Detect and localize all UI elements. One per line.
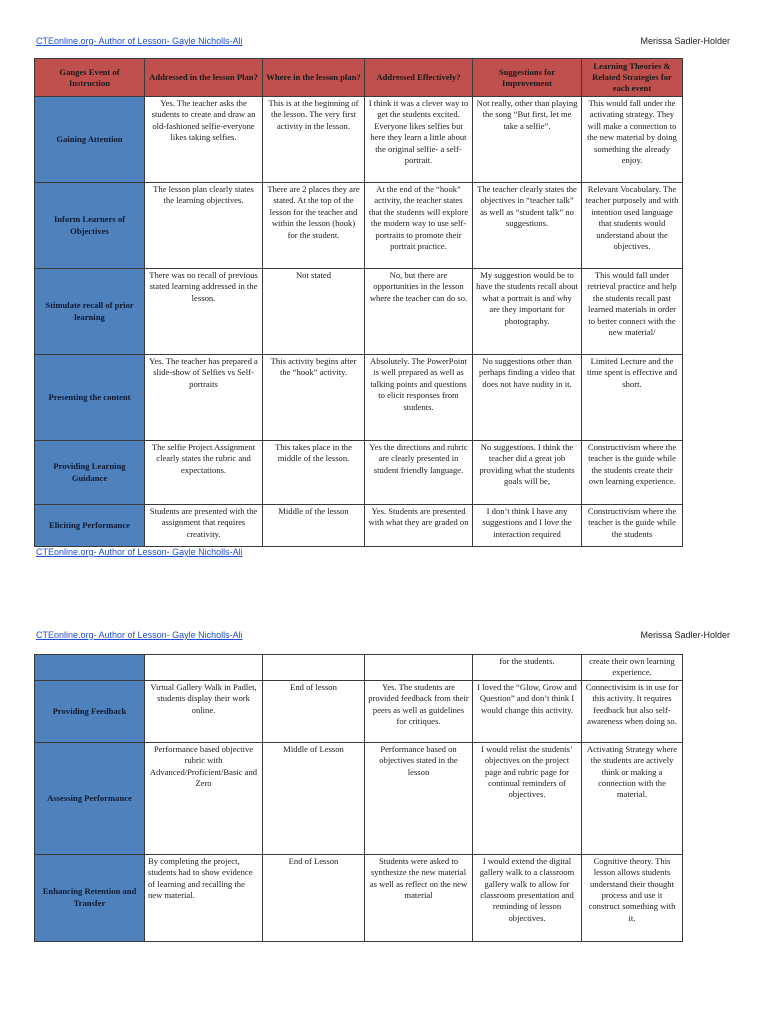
table-cell: Yes. The students are provided feedback from their peers as well as guidelines for critiques. xyxy=(365,680,473,742)
table-cell: Connectivisim is in use for this activity. It requires feedback but also self-awareness when doing so. xyxy=(582,680,683,742)
table-cell: Yes. The teacher has prepared a slide-show of Selfies vs Self-portraits xyxy=(145,355,263,441)
table-cell: The selfie Project Assignment clearly states the rubric and expectations. xyxy=(145,441,263,505)
table-cell: End of Lesson xyxy=(263,854,365,941)
table-cell: Yes. Students are presented with what they are graded on xyxy=(365,505,473,547)
table-cell: The lesson plan clearly states the learning objectives. xyxy=(145,183,263,269)
column-header: Learning Theories & Related Strategies for each event xyxy=(582,59,683,97)
event-label: Eliciting Performance xyxy=(35,505,145,547)
table-cell: There are 2 places they are stated. At the top of the lesson for the teacher and within the lesson (hook) for the student. xyxy=(263,183,365,269)
table-cell: Constructivism where the teacher is the guide while the students xyxy=(582,505,683,547)
table-row xyxy=(35,183,683,269)
author-name: Merissa Sadler-Holder xyxy=(640,36,730,46)
event-label: Providing Feedback xyxy=(35,680,145,742)
column-header: Suggestions for Improvement xyxy=(473,59,582,97)
table-row xyxy=(35,269,683,355)
table-cell: Limited Lecture and the time spent is effective and short. xyxy=(582,355,683,441)
table-cell: Students were asked to synthesize the new material as well as reflect on the new material xyxy=(365,854,473,941)
event-label: Inform Learners of Objectives xyxy=(35,183,145,269)
table-row xyxy=(35,854,683,941)
author-name: Merissa Sadler-Holder xyxy=(640,630,730,640)
table-cell: No, but there are opportunities in the lesson where the teacher can do so. xyxy=(365,269,473,355)
table-cell: Virtual Gallery Walk in Padlet, students display their work online. xyxy=(145,680,263,742)
table-row xyxy=(35,655,683,681)
table-cell: Relevant Vocabulary. The teacher purposely and with intention used language that students would understand about the objectives. xyxy=(582,183,683,269)
event-label: Enhancing Retention and Transfer xyxy=(35,854,145,941)
author-link[interactable]: CTEonline.org- Author of Lesson- Gayle Nicholls-Ali xyxy=(36,36,243,46)
author-link[interactable]: CTEonline.org- Author of Lesson- Gayle Nicholls-Ali xyxy=(36,630,243,640)
table-row xyxy=(35,441,683,505)
table-cell: Not stated xyxy=(263,269,365,355)
instruction-events-table xyxy=(34,58,683,547)
event-label: Providing Learning Guidance xyxy=(35,441,145,505)
event-label: Gaining Attention xyxy=(35,97,145,183)
event-label: Presenting the content xyxy=(35,355,145,441)
column-header: Addressed in the lesson Plan? xyxy=(145,59,263,97)
table-cell: create their own learning experience. xyxy=(582,655,683,681)
event-label: Stimulate recall of prior learning xyxy=(35,269,145,355)
table-cell: Middle of the lesson xyxy=(263,505,365,547)
table-cell: Yes. The teacher asks the students to create and draw an old-fashioned selfie-everyone likes taking selfies. xyxy=(145,97,263,183)
table-cell: for the students. xyxy=(473,655,582,681)
table-cell: No suggestions. I think the teacher did a great job providing what the students goals will be, xyxy=(473,441,582,505)
table-cell xyxy=(263,655,365,681)
column-header: Where in the lesson plan? xyxy=(263,59,365,97)
table-cell: The teacher clearly states the objectives in “teacher talk” as well as “student talk” no suggestions. xyxy=(473,183,582,269)
table-cell: I loved the “Glow, Grow and Question” and don’t think I would change this activity. xyxy=(473,680,582,742)
table-cell: This takes place in the middle of the lesson. xyxy=(263,441,365,505)
table-header-row xyxy=(35,59,683,97)
table-cell: By completing the project, students had to show evidence of learning and recalling the new material. xyxy=(145,854,263,941)
table-cell: Students are presented with the assignment that requires creativity. xyxy=(145,505,263,547)
table-cell: This activity begins after the “hook” activity. xyxy=(263,355,365,441)
table-cell: Cognitive theory. This lesson allows students understand their thought process and use it construct something with it. xyxy=(582,854,683,941)
instruction-events-table-continued xyxy=(34,654,683,942)
table-cell xyxy=(365,655,473,681)
table-cell: Absolutely. The PowerPoint is well prepared as well as talking points and questions to elicit responses from students. xyxy=(365,355,473,441)
table-cell: I would extend the digital gallery walk to a classroom gallery walk to allow for classroom presentation and reminding of lesson objectives. xyxy=(473,854,582,941)
table-row xyxy=(35,505,683,547)
table-cell: Middle of Lesson xyxy=(263,742,365,854)
table-cell: No suggestions other than perhaps finding a video that does not have nudity in it. xyxy=(473,355,582,441)
table-cell: This is at the beginning of the lesson. The very first activity in the lesson. xyxy=(263,97,365,183)
table-cell: End of lesson xyxy=(263,680,365,742)
column-header: Addressed Effectively? xyxy=(365,59,473,97)
table-cell: I would relist the students’ objectives on the project page and rubric page for continual reminders of objectives. xyxy=(473,742,582,854)
table-cell: I don’t think I have any suggestions and I love the interaction required xyxy=(473,505,582,547)
table-cell: Constructivism where the teacher is the guide while the students create their own learning experience. xyxy=(582,441,683,505)
table-row xyxy=(35,742,683,854)
footer-author-link[interactable]: CTEonline.org- Author of Lesson- Gayle Nicholls-Ali xyxy=(36,547,243,557)
table-cell: Yes the directions and rubric are clearly presented in student friendly language. xyxy=(365,441,473,505)
table-cell: Not really, other than playing the song “But first, let me take a selfie”. xyxy=(473,97,582,183)
column-header: Ganges Event of Instruction xyxy=(35,59,145,97)
table-cell: There was no recall of previous stated learning addressed in the lesson. xyxy=(145,269,263,355)
table-cell: I think it was a clever way to get the students excited. Everyone likes selfies but here they learn a little about the original selfie- a self-portrait. xyxy=(365,97,473,183)
table-cell xyxy=(145,655,263,681)
event-label: Assessing Performance xyxy=(35,742,145,854)
table-row xyxy=(35,680,683,742)
table-cell: At the end of the “hook” activity, the teacher states that the students will explore the modern way to use self-portraits to promote their portrait practice. xyxy=(365,183,473,269)
table-cell: Performance based on objectives stated in the lesson xyxy=(365,742,473,854)
table-cell: My suggestion would be to have the students recall about what a portrait is and why are they important for photography. xyxy=(473,269,582,355)
table-cell: This would fall under the activating strategy. They will make a connection to the new material by doing something the already enjoy. xyxy=(582,97,683,183)
table-cell: Activating Strategy where the students are actively think or making a connection with the material. xyxy=(582,742,683,854)
event-label-blank xyxy=(35,655,145,681)
table-cell: Performance based objective rubric with Advanced/Proficient/Basic and Zero xyxy=(145,742,263,854)
table-cell: This would fall under retrieval practice and help the students recall past learned materials in order to better connect with the new material/ xyxy=(582,269,683,355)
table-row xyxy=(35,355,683,441)
table-row xyxy=(35,97,683,183)
